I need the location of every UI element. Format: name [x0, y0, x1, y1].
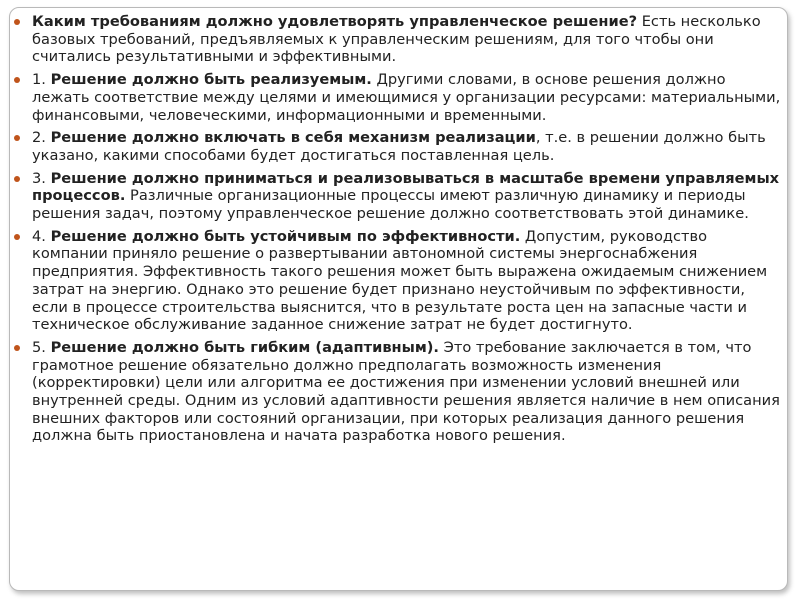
bullet-icon [14, 234, 20, 240]
paragraph-heading: Решение должно быть гибким (адаптивным). [50, 338, 439, 356]
bullet-icon [14, 19, 20, 25]
paragraph-text: Допустим, руководство компании приняло решение о развертывании автономной системы энергоснабжения предприятия. Эффективность такого решения может быть выражена ожидаемым снижением затрат на энергию. Однако это решение будет признано неустойчивым по эффективности, если в процессе строительства выяснится, что в результате роста цен на запасные части и техническое обслуживание заданное снижение затрат не будет достигнуто. [32, 227, 768, 334]
paragraph-heading: Каким требованиям должно удовлетворять управленческое решение? [32, 13, 638, 30]
paragraph-requirement-3 [32, 170, 784, 223]
paragraph-requirement-1 [32, 71, 784, 124]
paragraph-number: 3. [32, 169, 51, 187]
paragraph-text: Есть несколько базовых требований, предъявляемых к управленческим решениям, для того чтобы они считались результативными и эффективными. [32, 13, 761, 66]
paragraph-intro [32, 13, 784, 66]
bullet-icon [14, 176, 20, 182]
paragraph-heading: Решение должно приниматься и реализовываться в масштабе времени управляемых процессов. [32, 169, 780, 205]
paragraph-text: Это требование заключается в том, что грамотное решение обязательно должно предполагать возможность изменения (корректировки) цели или алгоритма ее достижения при изменении условий внешней или внутренней среды. Одним из условий адаптивности решения является наличие в нем описания внешних факторов или состояний организации, при которых реализация данного решения должна быть приостановлена и начата разработка нового решения. [32, 338, 780, 445]
paragraph-requirement-4 [32, 228, 784, 334]
paragraph-heading: Решение должно быть устойчивым по эффективности. [50, 227, 521, 245]
paragraph-requirement-2 [32, 129, 784, 164]
paragraph-number: 4. [32, 227, 51, 245]
text-content [32, 13, 784, 450]
paragraph-text: Другими словами, в основе решения должно лежать соответствие между целями и имеющимися у организации ресурсами: материальными, финансовыми, человеческими, информационными и временными. [32, 71, 781, 124]
paragraph-number: 5. [32, 338, 51, 356]
paragraph-heading: Решение должно включать в себя механизм реализации [50, 129, 536, 147]
paragraph-heading: Решение должно быть реализуемым. [50, 71, 372, 89]
paragraph-text: Различные организационные процессы имеют различную динамику и периоды решения задач, поэтому управленческое решение должно соответствовать этой динамике. [32, 187, 749, 223]
paragraph-number: 1. [32, 71, 51, 89]
paragraph-text: , т.е. в решении должно быть указано, какими способами будет достигаться поставленная цель. [32, 129, 766, 164]
paragraph-requirement-5 [32, 339, 784, 445]
paragraph-number: 2. [32, 129, 51, 147]
bullet-icon [14, 345, 20, 351]
